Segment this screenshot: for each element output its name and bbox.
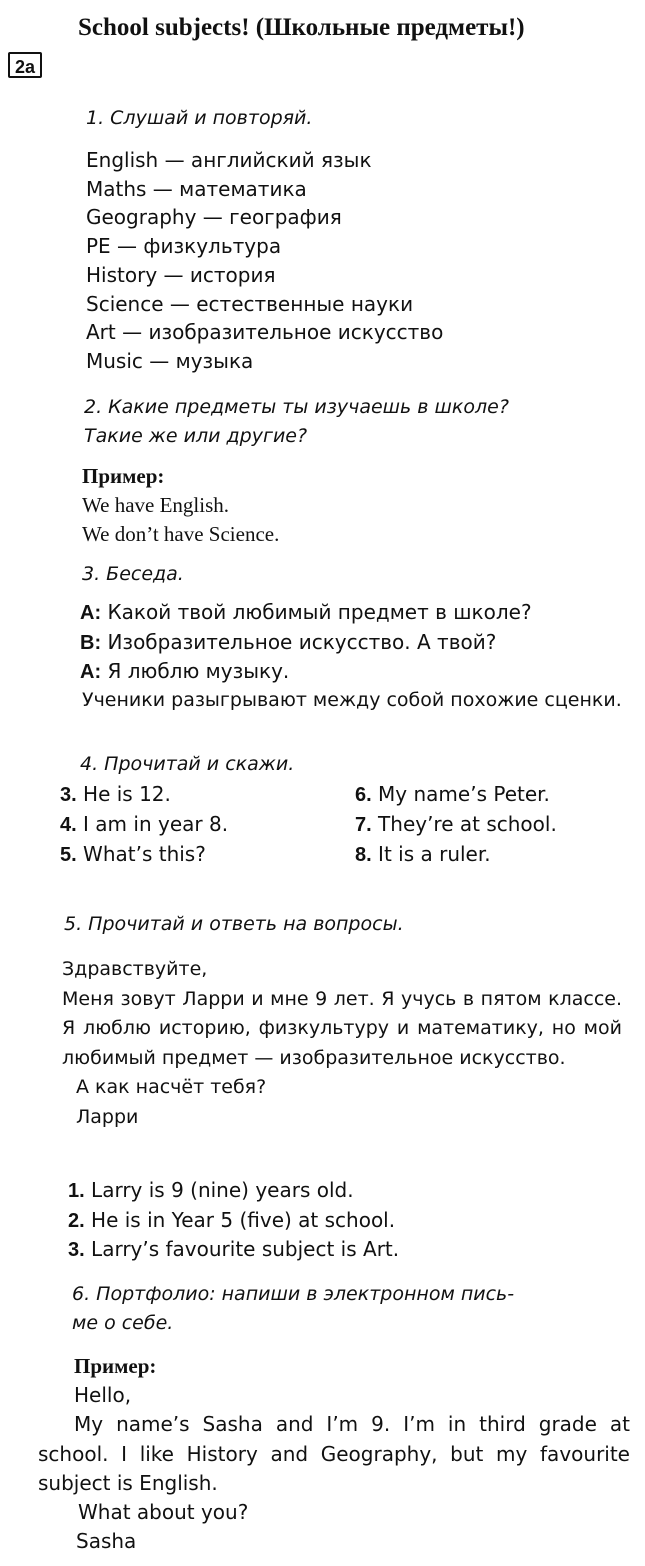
exercise-5-answers: [68, 1176, 618, 1265]
exercise-2-heading-cont: Такие же или другие?: [84, 425, 308, 447]
page-title: School subjects! (Школьные предметы!): [78, 14, 525, 41]
item-number: 2.: [68, 1209, 85, 1232]
item-text: I am in year 8.: [76, 812, 229, 836]
vocabulary-item: English — английский язык: [86, 148, 372, 172]
letter-signature: Ларри: [76, 1105, 139, 1128]
letter-body: My name’s Sasha and I’m 9. I’m in third grade at school. I like History and Geography, but my favourite subject is English.: [38, 1412, 630, 1495]
vocabulary-item: Science — естественные науки: [86, 291, 414, 316]
letter-ru: [62, 955, 622, 1132]
answer-item: [68, 1206, 618, 1236]
speaker-label: B:: [80, 631, 102, 654]
exercise-1-heading: 1. Слушай и повторяй.: [86, 107, 313, 129]
item-text: My name’s Peter.: [371, 782, 550, 806]
vocabulary-item: PE — физкультура: [86, 234, 282, 259]
example-line: We have English.: [82, 493, 230, 517]
item-number: 3.: [68, 1239, 85, 1262]
example-line: We don’t have Science.: [82, 522, 280, 546]
exercise-4-heading: 4. Прочитай и скажи.: [80, 753, 295, 775]
exercise-4: [80, 750, 630, 779]
item-text: They’re at school.: [371, 812, 557, 836]
vocabulary-item: Art — изобразительное искусство: [86, 320, 444, 345]
letter-question: What about you?: [78, 1500, 249, 1525]
item-number: 5.: [60, 844, 77, 866]
exercise-6-heading: 6. Портфолио: напиши в электронном пись-: [72, 1283, 515, 1305]
item-number: 4.: [60, 814, 77, 836]
item-text: He is in Year 5 (five) at school.: [84, 1207, 396, 1232]
sentence-item: [355, 840, 615, 870]
letter-question: А как насчёт тебя?: [76, 1076, 267, 1098]
vocabulary-item: Maths — математика: [86, 176, 307, 201]
exercise-2-example: [82, 462, 632, 549]
item-text: He is 12.: [76, 782, 171, 806]
dialog-text: Изобразительное искусство. А твой?: [101, 629, 497, 654]
sentence-item: [355, 810, 615, 840]
letter-body: Меня зовут Ларри и мне 9 лет. Я учусь в пятом классе. Я люблю историю, физкультуру и математику, но мой любимый предмет — изобразительное искусство.: [62, 987, 622, 1069]
exercise-4-grid: [60, 780, 640, 870]
letter-en: [38, 1352, 630, 1557]
sentence-item: [60, 810, 355, 840]
note-text: [48, 686, 636, 715]
vocabulary-item: History — история: [86, 262, 276, 287]
answer-item: [68, 1235, 618, 1265]
letter-greeting: Здравствуйте,: [62, 958, 208, 980]
exercise-2-heading: 2. Какие предметы ты изучаешь в школе?: [84, 396, 509, 418]
exercise-5: [64, 910, 614, 939]
sentence-item: [60, 780, 355, 810]
exercise-2: [84, 393, 634, 451]
speaker-label: A:: [80, 661, 102, 684]
example-label: Пример:: [82, 464, 165, 488]
exercise-6: [72, 1280, 622, 1338]
item-text: Larry’s favourite subject is Art.: [84, 1237, 400, 1262]
dialog-line: [80, 657, 630, 687]
unit-badge: 2a: [8, 52, 42, 78]
sentence-item: [60, 840, 355, 870]
dialog-text: Какой твой любимый предмет в школе?: [101, 600, 532, 624]
dialog: [80, 598, 630, 687]
vocabulary-item: Music — музыка: [86, 348, 254, 373]
exercise-3-heading: 3. Беседа.: [82, 563, 184, 585]
exercise-3: [82, 560, 632, 589]
dialog-line: [80, 598, 630, 628]
item-number: 1.: [68, 1180, 85, 1202]
example-label: Пример:: [74, 1354, 157, 1378]
letter-greeting: Hello,: [74, 1383, 132, 1407]
exercise-1: [86, 104, 636, 133]
speaker-label: A:: [80, 602, 102, 624]
dialog-line: [80, 628, 630, 658]
item-number: 7.: [355, 814, 372, 836]
answer-item: [68, 1176, 618, 1206]
vocabulary-list: [86, 146, 636, 376]
item-number: 6.: [355, 784, 372, 806]
letter-signature: Sasha: [76, 1529, 137, 1554]
vocabulary-item: Geography — география: [86, 205, 342, 230]
exercise-6-heading-cont: ме о себе.: [72, 1312, 174, 1334]
exercise-3-note: [48, 686, 636, 715]
exercise-5-heading: 5. Прочитай и ответь на вопросы.: [64, 913, 404, 935]
item-text: What’s this?: [76, 842, 206, 866]
item-number: 8.: [355, 844, 372, 866]
dialog-text: Я люблю музыку.: [101, 659, 290, 684]
note-text-span: Ученики разыгрывают между собой похожие сценки.: [82, 689, 622, 711]
item-text: Larry is 9 (nine) years old.: [84, 1178, 354, 1202]
item-number: 3.: [60, 784, 77, 806]
sentence-item: [355, 780, 615, 810]
item-text: It is a ruler.: [371, 842, 491, 866]
